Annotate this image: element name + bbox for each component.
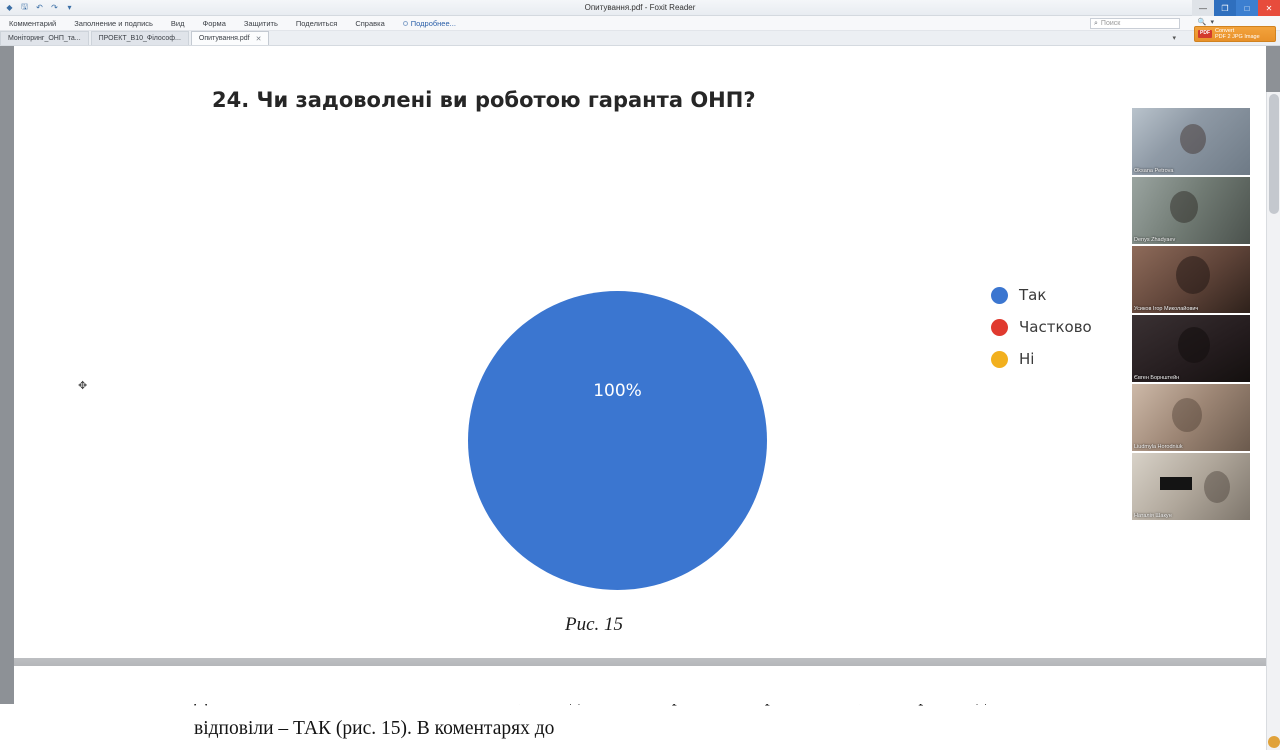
- tab-opytuvannia[interactable]: [191, 31, 270, 45]
- mouse-cursor: ✥: [78, 380, 88, 392]
- video-participants-strip[interactable]: [1132, 108, 1250, 520]
- minimize-button[interactable]: —: [1192, 0, 1214, 16]
- menu-item-view[interactable]: Вид: [170, 18, 185, 28]
- participant-name: Denys Zhadyaev: [1134, 237, 1176, 243]
- restore-button[interactable]: ❐: [1214, 0, 1236, 16]
- participant-name: Усиков Ігор Миколайович: [1134, 306, 1199, 312]
- slide-title: 24. Чи задоволені ви роботою гаранта ОНП?: [212, 88, 756, 112]
- chevron-down-icon[interactable]: ▾: [67, 3, 72, 12]
- chevron-down-icon[interactable]: ▾: [1172, 35, 1176, 42]
- menu-item-protect[interactable]: Защитить: [243, 18, 278, 28]
- close-icon[interactable]: ✕: [255, 35, 262, 43]
- menu-item-fill-sign[interactable]: Заполнение и подпись: [74, 18, 153, 28]
- figure-caption: Рис. 15: [564, 614, 624, 635]
- video-tile[interactable]: [1132, 384, 1250, 451]
- participant-name: Наталія Шакун: [1134, 513, 1172, 519]
- video-tile[interactable]: [1132, 246, 1250, 313]
- search-input[interactable]: [1090, 18, 1180, 29]
- menu-item-more-label: Подробнее...: [410, 18, 456, 28]
- menu-item-more[interactable]: [394, 16, 465, 31]
- vertical-scrollbar[interactable]: [1266, 92, 1280, 750]
- video-tile[interactable]: [1132, 108, 1250, 175]
- status-badge[interactable]: [1268, 736, 1280, 748]
- participant-name: Liudmyla Horodniuk: [1134, 444, 1183, 450]
- convert-badge-text: [1215, 28, 1260, 40]
- search-icon: ⌕: [1094, 19, 1098, 27]
- convert-pdf-to-jpg-button[interactable]: [1194, 26, 1276, 42]
- window-title: Опитування.pdf - Foxit Reader: [584, 2, 696, 12]
- participant-name: Oksana Petrova: [1134, 168, 1174, 174]
- document-canvas[interactable]: [0, 46, 1280, 739]
- legend-item-tak: [991, 286, 1092, 304]
- convert-label-line2: PDF 2 JPG Image: [1215, 34, 1260, 40]
- tab-monitoring[interactable]: [0, 31, 89, 45]
- chart-legend: [991, 286, 1092, 368]
- tab-label: Опитування.pdf: [198, 35, 250, 42]
- participant-silhouette: [1204, 471, 1230, 503]
- title-bar: [0, 0, 1280, 16]
- participant-silhouette: [1180, 124, 1206, 154]
- search-expand-icon[interactable]: ▾: [1210, 19, 1214, 26]
- pie-slice-label: 100%: [593, 381, 642, 401]
- more-icon: [403, 21, 408, 26]
- pie-chart: [468, 291, 767, 590]
- save-icon[interactable]: 🖫: [21, 1, 28, 11]
- legend-item-chastkovo: [991, 318, 1092, 336]
- legend-color-swatch: [991, 287, 1008, 304]
- participant-silhouette: [1172, 398, 1202, 432]
- participant-name: Євген Борнштейн: [1134, 375, 1180, 381]
- foxit-logo-icon: ◆: [6, 3, 13, 12]
- pdf-page-1: [14, 46, 1266, 739]
- menu-item-help[interactable]: Справка: [355, 18, 385, 28]
- legend-color-swatch: [991, 319, 1008, 336]
- menu-item-comment[interactable]: Комментарий: [9, 18, 57, 28]
- video-occluder: [1160, 477, 1192, 490]
- legend-color-swatch: [991, 351, 1008, 368]
- scrollbar-thumb[interactable]: [1269, 94, 1279, 214]
- legend-label: Ні: [1019, 350, 1035, 368]
- close-button[interactable]: ✕: [1258, 0, 1280, 16]
- window-controls: [1192, 0, 1280, 16]
- pdf-page-2: [14, 666, 1266, 704]
- legend-label: Частково: [1019, 318, 1092, 336]
- menu-item-form[interactable]: Форма: [202, 18, 226, 28]
- convert-label-line1: Convert: [1215, 27, 1235, 34]
- redo-icon[interactable]: ↷: [51, 3, 58, 12]
- menu-bar: [0, 16, 1280, 31]
- undo-icon[interactable]: ↶: [36, 3, 43, 12]
- menu-item-share[interactable]: Поделиться: [295, 18, 338, 28]
- tab-label: Моніторинг_ОНП_та...: [8, 35, 81, 42]
- video-tile[interactable]: [1132, 315, 1250, 382]
- document-tab-strip: [0, 31, 1280, 46]
- search-placeholder: Поиск: [1100, 20, 1121, 27]
- participant-silhouette: [1176, 256, 1210, 294]
- video-tile[interactable]: [1132, 453, 1250, 520]
- legend-label: Так: [1019, 286, 1047, 304]
- search-actions: [1198, 18, 1214, 26]
- participant-silhouette: [1178, 327, 1210, 363]
- tab-proekt[interactable]: [91, 31, 189, 45]
- search-go-icon[interactable]: 🔍: [1197, 19, 1207, 26]
- pdf-icon: PDF: [1200, 30, 1210, 37]
- tab-label: ПРОЕКТ_В10_Філософ...: [98, 35, 181, 42]
- maximize-button[interactable]: □: [1236, 0, 1258, 16]
- video-tile[interactable]: [1132, 177, 1250, 244]
- participant-silhouette: [1170, 191, 1198, 223]
- body-paragraph-rest: відповіли – ТАК (рис. 15). В коментарях до: [194, 718, 555, 739]
- legend-item-ni: [991, 350, 1092, 368]
